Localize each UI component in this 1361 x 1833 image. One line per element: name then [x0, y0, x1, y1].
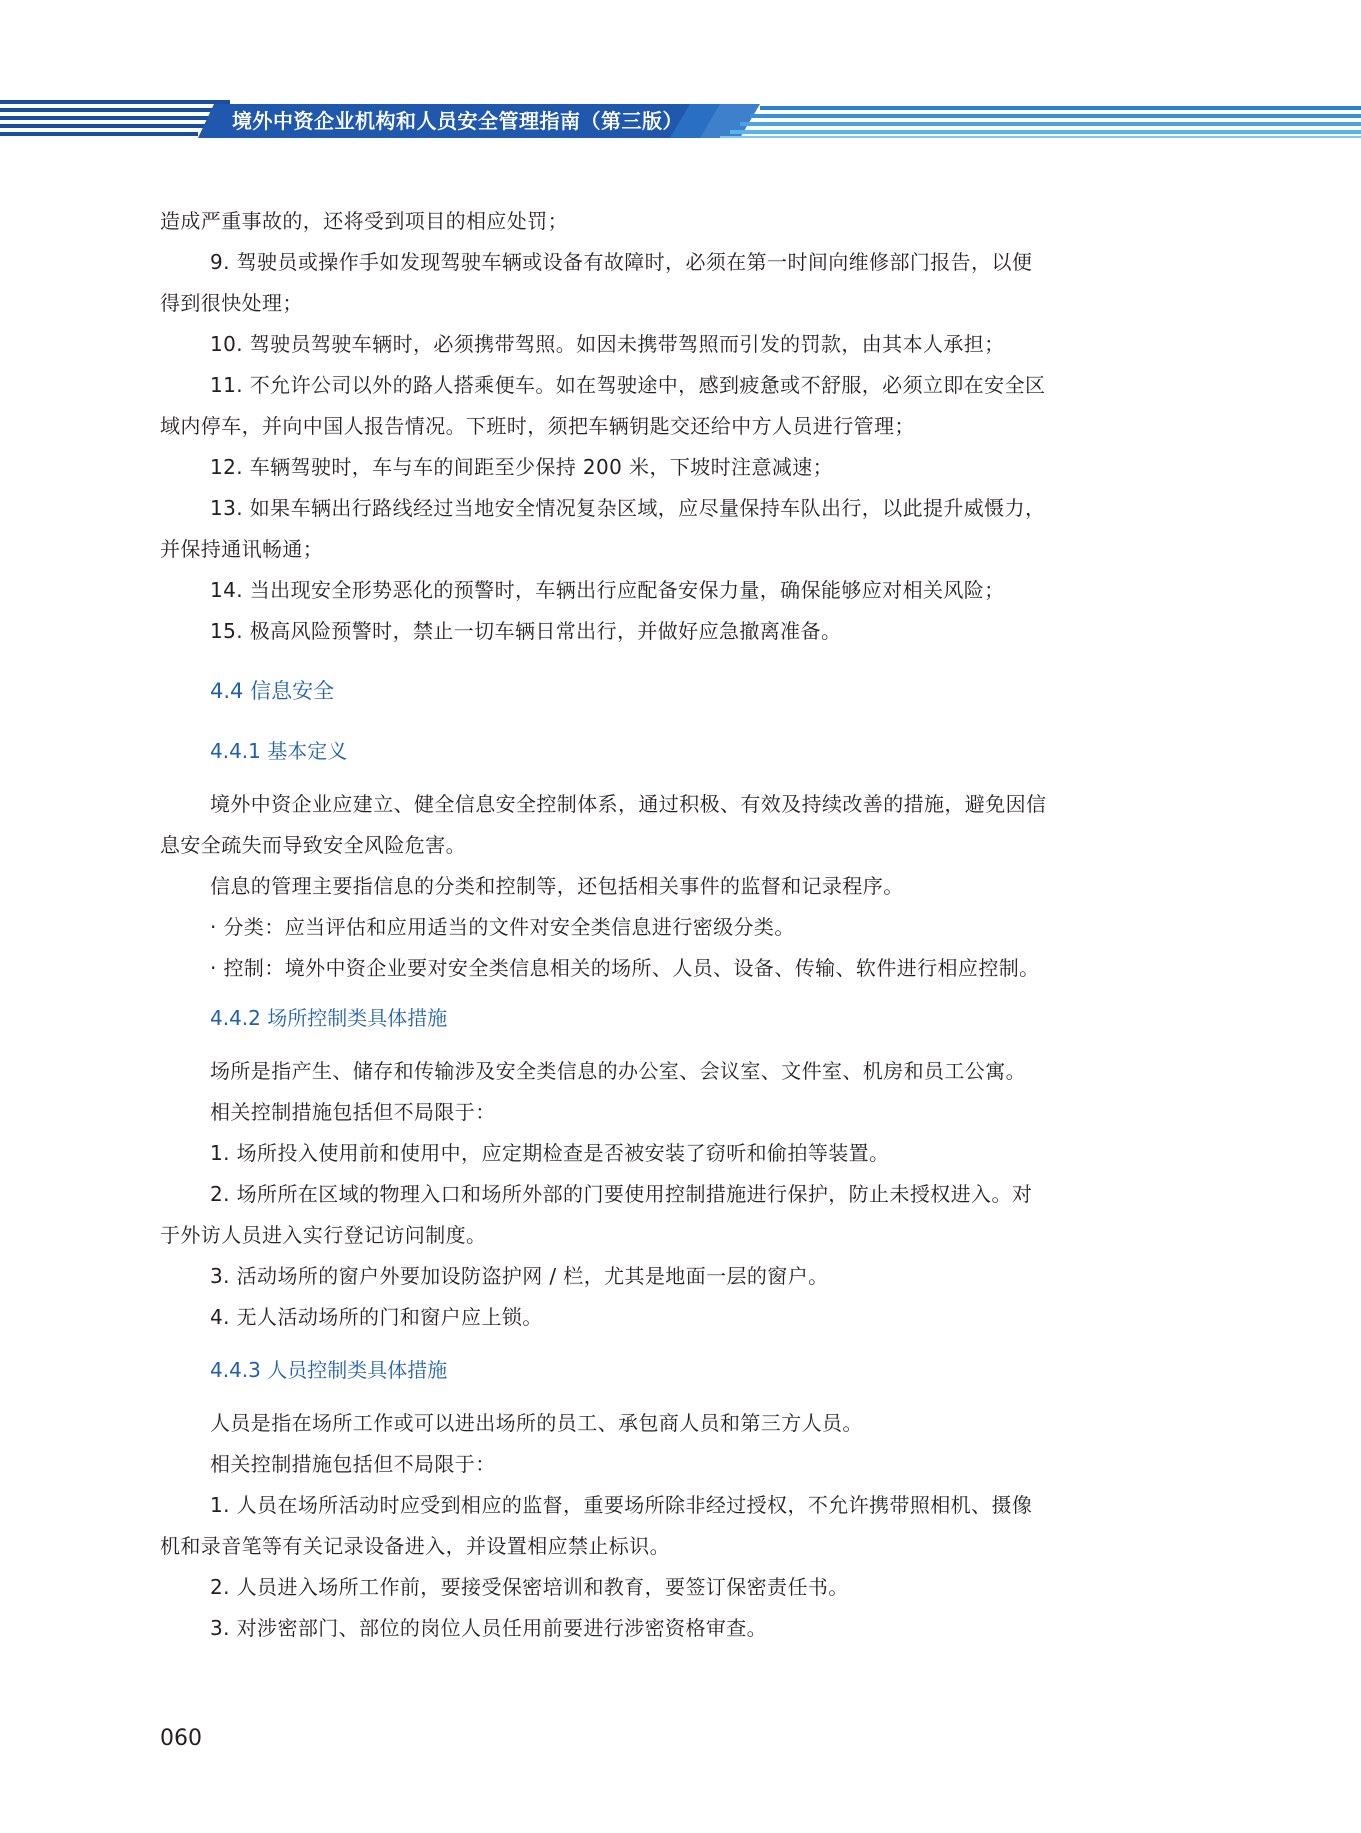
list-item-13: 13. 如果车辆出行路线经过当地安全情况复杂区域，应尽量保持车队出行，以此提升威慑力， [210, 496, 1046, 520]
list-item: 4. 无人活动场所的门和窗户应上锁。 [210, 1305, 543, 1329]
body-line: 机和录音笔等有关记录设备进入，并设置相应禁止标识。 [160, 1534, 670, 1558]
bullet-item: · 分类：应当评估和应用适当的文件对安全类信息进行密级分类。 [210, 915, 795, 939]
body-line: 造成严重事故的，还将受到项目的相应处罚； [160, 209, 568, 233]
section-heading: 4.4 信息安全 [210, 679, 335, 703]
list-item-11: 11. 不允许公司以外的路人搭乘便车。如在驾驶途中，感到疲惫或不舒服，必须立即在安全区 [210, 373, 1046, 397]
body-line: 相关控制措施包括但不局限于： [210, 1100, 496, 1124]
subsection-heading: 4.4.2 场所控制类具体措施 [210, 1006, 448, 1030]
subsection-heading: 4.4.1 基本定义 [210, 739, 348, 763]
list-item-15: 15. 极高风险预警时，禁止一切车辆日常出行，并做好应急撤离准备。 [210, 619, 842, 643]
body-line: 得到很快处理； [160, 291, 303, 315]
list-item: 2. 场所所在区域的物理入口和场所外部的门要使用控制措施进行保护，防止未授权进入。对 [210, 1182, 1033, 1206]
list-item: 1. 人员在场所活动时应受到相应的监督，重要场所除非经过授权，不允许携带照相机、摄像 [210, 1493, 1033, 1517]
body-line: 境外中资企业应建立、健全信息安全控制体系，通过积极、有效及持续改善的措施，避免因信 [210, 792, 1047, 816]
list-item-9: 9. 驾驶员或操作手如发现驾驶车辆或设备有故障时，必须在第一时间向维修部门报告，以便 [210, 250, 1033, 274]
body-line: 相关控制措施包括但不局限于： [210, 1452, 496, 1476]
list-item-10: 10. 驾驶员驾驶车辆时，必须携带驾照。如因未携带驾照而引发的罚款，由其本人承担； [210, 332, 1005, 356]
body-line: 于外访人员进入实行登记访问制度。 [160, 1223, 487, 1247]
list-item: 2. 人员进入场所工作前，要接受保密培训和教育，要签订保密责任书。 [210, 1575, 849, 1599]
body-line: 人员是指在场所工作或可以进出场所的员工、承包商人员和第三方人员。 [210, 1411, 863, 1435]
list-item: 1. 场所投入使用前和使用中，应定期检查是否被安装了窃听和偷拍等装置。 [210, 1141, 890, 1165]
body-line: 并保持通讯畅通； [160, 537, 324, 561]
list-item-14: 14. 当出现安全形势恶化的预警时，车辆出行应配备安保力量，确保能够应对相关风险； [210, 578, 1005, 602]
page-number: 060 [160, 1726, 202, 1751]
subsection-heading: 4.4.3 人员控制类具体措施 [210, 1358, 448, 1382]
list-item: 3. 活动场所的窗户外要加设防盗护网 / 栏，尤其是地面一层的窗户。 [210, 1264, 829, 1288]
body-line: 场所是指产生、储存和传输涉及安全类信息的办公室、会议室、文件室、机房和员工公寓。 [210, 1059, 1026, 1083]
bullet-item: · 控制：境外中资企业要对安全类信息相关的场所、人员、设备、传输、软件进行相应控制。 [210, 956, 1040, 980]
header-title: 境外中资企业机构和人员安全管理指南（第三版） [232, 109, 683, 133]
body-line: 息安全疏失而导致安全风险危害。 [160, 833, 466, 857]
list-item: 3. 对涉密部门、部位的岗位人员任用前要进行涉密资格审查。 [210, 1616, 768, 1640]
list-item-12: 12. 车辆驾驶时，车与车的间距至少保持 200 米，下坡时注意减速； [210, 455, 834, 479]
body-line: 信息的管理主要指信息的分类和控制等，还包括相关事件的监督和记录程序。 [210, 874, 904, 898]
body-line: 域内停车，并向中国人报告情况。下班时，须把车辆钥匙交还给中方人员进行管理； [160, 414, 915, 438]
